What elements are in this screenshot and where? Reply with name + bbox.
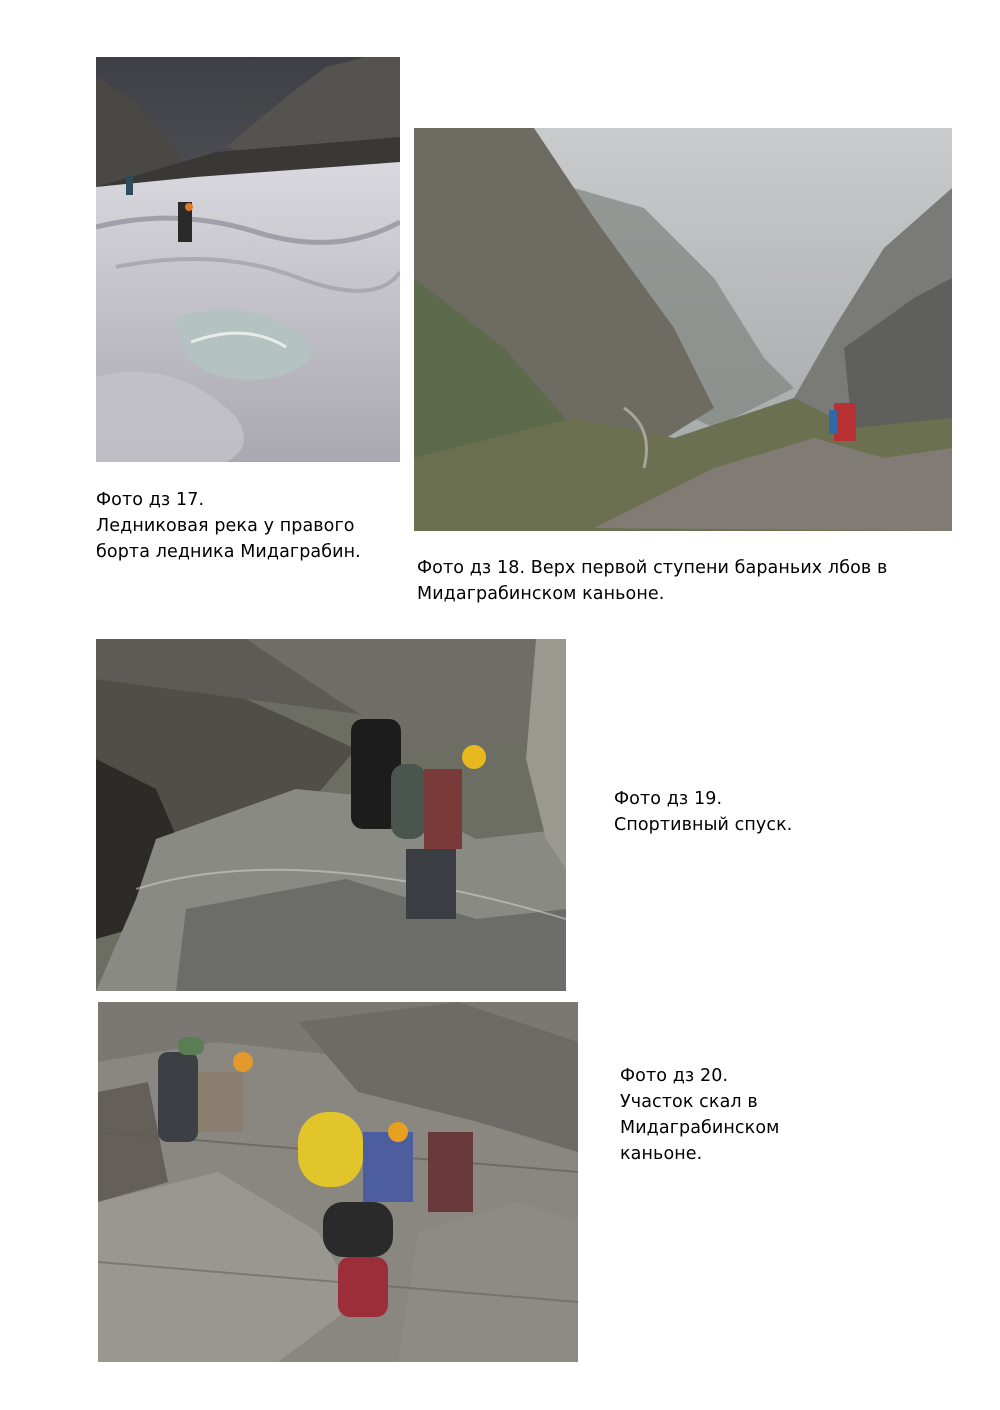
- photo-dz18-canyon: [414, 128, 952, 531]
- caption-dz19-line-1: Фото дз 19.: [614, 789, 723, 809]
- photo-dz20-rock-section: [98, 1002, 578, 1362]
- caption-dz19-line-2: Спортивный спуск.: [614, 815, 793, 835]
- caption-dz17-line-2: Ледниковая река у правого: [96, 516, 355, 536]
- caption-dz17: [96, 487, 361, 565]
- caption-dz18: [417, 555, 887, 607]
- caption-dz18-line-2: Мидаграбинском каньоне.: [417, 584, 665, 604]
- caption-dz20-line-2: Участок скал в: [620, 1092, 758, 1112]
- photo-dz19-sport-descent: [96, 639, 566, 991]
- caption-dz18-line-1: Фото дз 18. Верх первой ступени бараньих лбов в: [417, 558, 888, 578]
- caption-dz17-line-1: Фото дз 17.: [96, 490, 205, 510]
- caption-dz20-line-4: каньоне.: [620, 1144, 703, 1164]
- caption-dz19: [614, 786, 792, 838]
- caption-dz20-line-3: Мидаграбинском: [620, 1118, 780, 1138]
- caption-dz17-line-3: борта ледника Мидаграбин.: [96, 542, 361, 562]
- caption-dz20: [620, 1063, 779, 1167]
- caption-dz20-line-1: Фото дз 20.: [620, 1066, 729, 1086]
- photo-dz17-glacier-river: [96, 57, 400, 462]
